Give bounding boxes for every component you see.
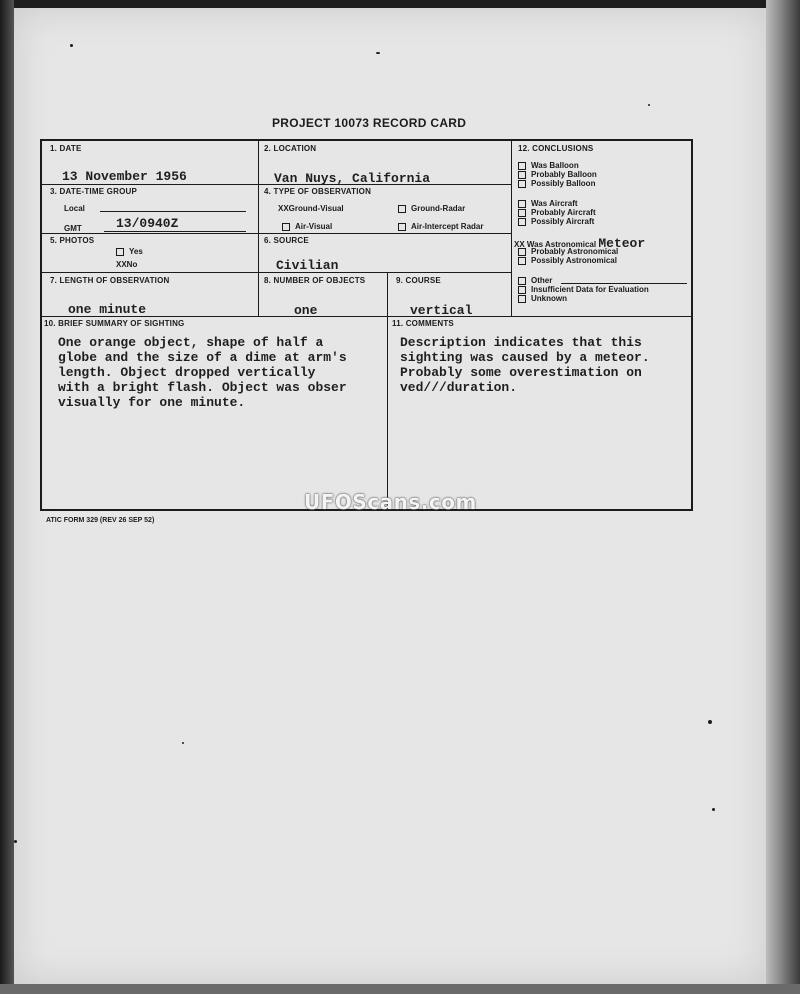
source-label: 6. SOURCE xyxy=(264,236,309,245)
checkbox-icon xyxy=(518,218,526,226)
conclusions-group-astronomical xyxy=(514,236,645,265)
scan-speck xyxy=(70,44,73,47)
source-value: Civilian xyxy=(276,258,339,273)
checkbox-icon xyxy=(518,162,526,170)
conclusion-label: Possibly Aircraft xyxy=(531,217,595,226)
length-label: 7. LENGTH OF OBSERVATION xyxy=(50,276,170,285)
checked-mark: XX xyxy=(278,204,289,213)
option-ground-radar-label: Ground-Radar xyxy=(411,204,466,213)
conclusion-item xyxy=(518,179,597,188)
checkbox-icon xyxy=(518,286,526,294)
checkbox-icon xyxy=(518,295,526,303)
comments-line: Probably some overestimation on xyxy=(400,365,642,380)
conclusion-label: Was Astronomical xyxy=(526,240,597,249)
conclusion-item-checked xyxy=(514,236,646,251)
summary-line: visually for one minute. xyxy=(58,395,246,410)
scan-speck xyxy=(376,52,380,54)
gmt-label: GMT xyxy=(64,224,82,233)
photos-no-option xyxy=(116,260,137,269)
option-air-visual-label: Air-Visual xyxy=(295,222,333,231)
conclusion-item xyxy=(514,256,645,265)
location-label: 2. LOCATION xyxy=(264,144,317,153)
conclusions-label: 12. CONCLUSIONS xyxy=(518,144,594,153)
summary-line: globe and the size of a dime at arm's xyxy=(58,350,347,365)
conclusion-label: Probably Aircraft xyxy=(531,208,596,217)
conclusion-item xyxy=(518,276,649,285)
card-title: PROJECT 10073 RECORD CARD xyxy=(272,116,467,130)
summary-line: One orange object, shape of half a xyxy=(58,335,324,350)
checkbox-icon xyxy=(518,257,526,265)
summary-text xyxy=(58,335,347,410)
conclusion-label: Unknown xyxy=(531,294,567,303)
conclusion-label: Was Aircraft xyxy=(531,199,578,208)
date-label: 1. DATE xyxy=(50,144,82,153)
photos-yes-option xyxy=(116,247,143,256)
conclusions-group-other xyxy=(518,276,649,303)
photos-label: 5. PHOTOS xyxy=(50,236,95,245)
option-air-visual xyxy=(282,222,332,231)
conclusion-label: Probably Astronomical xyxy=(531,247,619,256)
scan-right-edge xyxy=(766,0,800,994)
checked-mark: XX xyxy=(514,240,525,249)
length-value: one minute xyxy=(68,302,147,317)
gmt-value: 13/0940Z xyxy=(116,216,179,231)
scan-speck xyxy=(712,808,715,811)
option-ground-visual-label: Ground-Visual xyxy=(288,204,344,213)
conclusion-label: Possibly Balloon xyxy=(531,179,596,188)
comments-line: sighting was caused by a meteor. xyxy=(400,350,650,365)
summary-line: with a bright flash. Object was obser xyxy=(58,380,347,395)
watermark: UFOScans.com xyxy=(304,490,477,514)
scan-left-edge xyxy=(0,0,14,994)
conclusion-item xyxy=(518,170,597,179)
scan-bottom-edge xyxy=(0,984,800,994)
checkbox-icon xyxy=(518,277,526,285)
type-obs-label: 4. TYPE OF OBSERVATION xyxy=(264,187,372,196)
comments-line: Description indicates that this xyxy=(400,335,642,350)
dtg-label: 3. DATE-TIME GROUP xyxy=(50,187,138,196)
scan-speck xyxy=(648,104,650,106)
course-label: 9. COURSE xyxy=(396,276,441,285)
comments-label: 11. COMMENTS xyxy=(392,319,454,328)
local-label: Local xyxy=(64,204,85,213)
conclusion-label: Insufficient Data for Evaluation xyxy=(531,285,649,294)
conclusions-group-balloon xyxy=(518,161,597,188)
summary-line: length. Object dropped vertically xyxy=(58,365,316,380)
checkbox-icon xyxy=(116,248,124,256)
conclusion-item xyxy=(518,294,649,303)
checkbox-icon xyxy=(518,209,526,217)
location-value: Van Nuys, California xyxy=(274,171,431,186)
conclusion-label: Was Balloon xyxy=(531,161,579,170)
conclusion-label: Possibly Astronomical xyxy=(531,256,617,265)
photos-yes-label: Yes xyxy=(129,247,143,256)
conclusion-item xyxy=(518,217,596,226)
comments-line: ved///duration. xyxy=(400,380,518,395)
conclusion-item xyxy=(518,208,596,217)
scan-speck xyxy=(14,840,17,843)
conclusion-item xyxy=(518,161,597,170)
conclusion-label: Other xyxy=(531,276,553,285)
checkbox-icon xyxy=(398,205,406,213)
scan-speck xyxy=(182,742,184,744)
option-ground-radar xyxy=(398,204,465,213)
conclusions-group-aircraft xyxy=(518,199,596,226)
course-value: vertical xyxy=(410,303,473,318)
date-value: 13 November 1956 xyxy=(62,169,187,184)
conclusion-item xyxy=(518,199,596,208)
checkbox-icon xyxy=(518,248,526,256)
conclusion-item xyxy=(518,285,649,294)
checkbox-icon xyxy=(518,180,526,188)
comments-text xyxy=(400,335,650,395)
checkbox-icon xyxy=(518,171,526,179)
scan-speck xyxy=(708,720,712,724)
num-objects-label: 8. NUMBER OF OBJECTS xyxy=(264,276,366,285)
conclusion-label: Probably Balloon xyxy=(531,170,597,179)
photos-no-label: No xyxy=(126,260,138,269)
checkbox-icon xyxy=(518,200,526,208)
option-air-intercept-radar xyxy=(398,222,483,231)
num-objects-value: one xyxy=(294,303,318,318)
option-air-intercept-radar-label: Air-Intercept Radar xyxy=(411,222,484,231)
checkbox-icon xyxy=(282,223,290,231)
checkbox-icon xyxy=(398,223,406,231)
form-footer: ATIC FORM 329 (REV 26 SEP 52) xyxy=(46,517,155,524)
summary-label: 10. BRIEF SUMMARY OF SIGHTING xyxy=(44,319,185,328)
scan-top-edge xyxy=(0,0,800,8)
option-ground-visual xyxy=(278,204,344,213)
checked-mark: XX xyxy=(116,260,127,269)
astro-note: Meteor xyxy=(598,236,646,251)
